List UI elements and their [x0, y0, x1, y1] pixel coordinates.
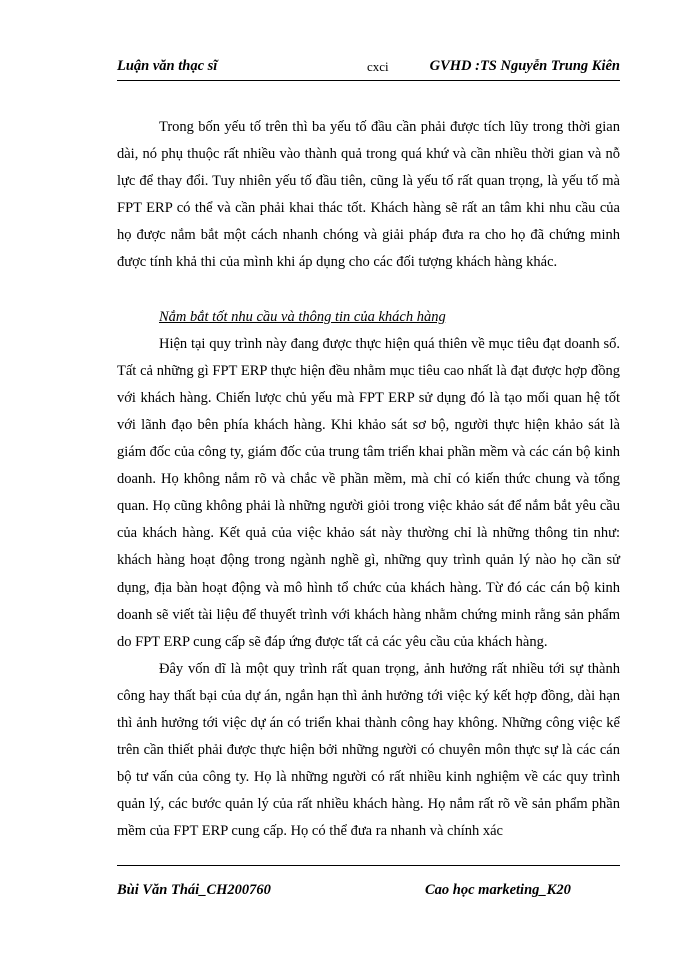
page-body	[117, 114, 620, 845]
header-thesis-type: Luận văn thạc sĩ	[117, 58, 218, 74]
body-paragraph: Đây vốn dĩ là một quy trình rất quan trọng, ảnh hưởng rất nhiều tới sự thành công hay thất bại của dự án, ngắn hạn thì ảnh hưởng tới việc ký kết hợp đồng, dài hạn thì ảnh hưởng tới việc dự án có triển khai thành công hay không. Những công việc kể trên cần thiết phải được thực hiện bởi những người có chuyên môn thực sự là các cán bộ tư vấn của công ty. Họ là những người có rất nhiều kinh nghiệm về các quy trình quản lý, các bước quản lý của rất nhiều khách hàng. Họ nắm rất rõ về sản phẩm phần mềm của FPT ERP cung cấp. Họ có thể đưa ra nhanh và chính xác	[117, 660, 620, 840]
paragraph-spacer	[117, 277, 620, 304]
footer-program: Cao học marketing_K20	[425, 882, 571, 898]
body-paragraph: Hiện tại quy trình này đang được thực hiện quá thiên về mục tiêu đạt doanh số. Tất cả những gì FPT ERP thực hiện đều nhằm mục tiêu cao nhất là đạt được hợp đồng với khách hàng. Chiến lược chủ yếu mà FPT ERP sử dụng đó là tạo mối quan hệ tốt với lãnh đạo bên phía khách hàng. Khi khảo sát sơ bộ, người thực hiện khảo sát là giám đốc của công ty, giám đốc của trung tâm triển khai phần mềm và các cán bộ kinh doanh. Họ không nắm rõ và chắc về phần mềm, mà chỉ có kiến thức chung và tổng quan. Họ cũng không phải là những người giỏi trong việc khảo sát để nắm bắt yêu cầu của khách hàng. Kết quả của việc khảo sát này thường chỉ là những thông tin như: khách hàng hoạt động trong ngành nghề gì, những quy trình quản lý nào họ cần sử dụng, địa bàn hoạt động và mô hình tổ chức của khách hàng. Từ đó các cán bộ kinh doanh sẽ viết tài liệu để thuyết trình với khách hàng nhằm chứng minh rằng sản phẩm do FPT ERP cung cấp sẽ đáp ứng được tất cả các yêu cầu của khách hàng.	[117, 335, 620, 650]
page-footer	[117, 882, 620, 904]
section-heading: Nắm bắt tốt nhu cầu và thông tin của khách hàng	[159, 308, 446, 325]
footer-divider	[117, 865, 620, 866]
page-number: cxci	[367, 59, 389, 74]
page-header	[117, 58, 620, 80]
header-supervisor: GVHD :TS Nguyễn Trung Kiên	[429, 58, 620, 74]
body-paragraph: Trong bốn yếu tố trên thì ba yếu tố đầu cần phải được tích lũy trong thời gian dài, nó phụ thuộc rất nhiều vào thành quả trong quá khứ và cần nhiều thời gian và nỗ lực để thay đổi. Tuy nhiên yếu tố đầu tiên, cũng là yếu tố rất quan trọng, là yếu tố mà FPT ERP có thể và cần phải khai thác tốt. Khách hàng sẽ rất an tâm khi nhu cầu của họ được nắm bắt một cách nhanh chóng và giải pháp đưa ra cho họ đã chứng minh được tính khả thi của mình khi áp dụng cho các đối tượng khách hàng khác.	[117, 119, 620, 271]
footer-author: Bùi Văn Thái_CH200760	[117, 882, 271, 898]
header-divider	[117, 80, 620, 81]
